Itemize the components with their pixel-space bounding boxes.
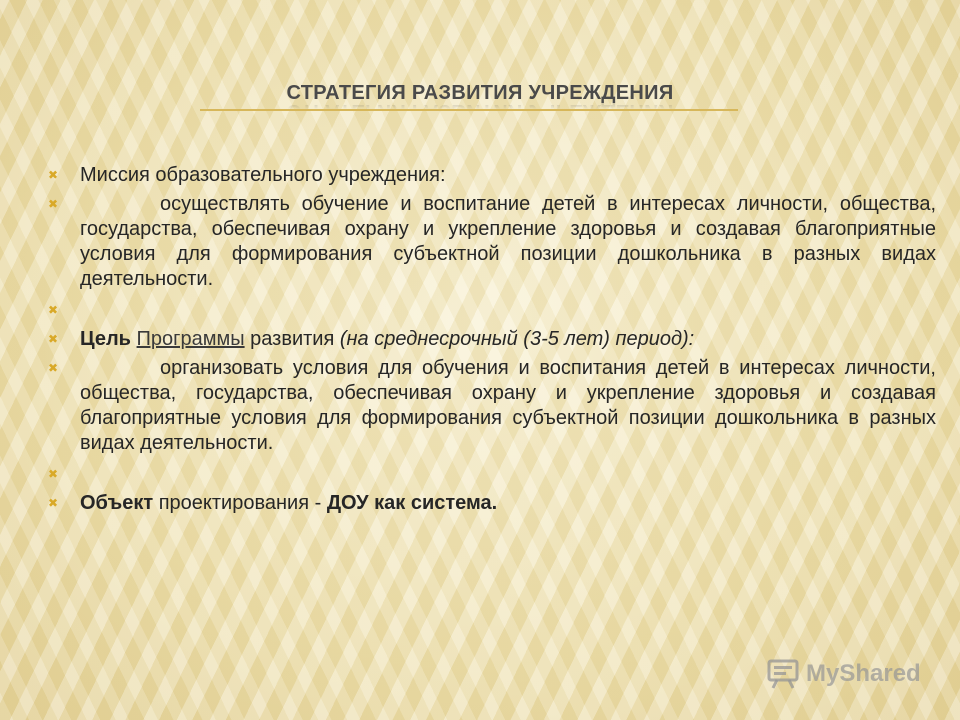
bullet-icon: ✖	[48, 303, 59, 317]
bullet-icon: ✖	[48, 197, 59, 211]
bullet-icon: ✖	[48, 361, 59, 375]
bullet-icon: ✖	[48, 332, 59, 346]
mission-text: осуществлять обучение и воспитание детей в интересах личности, общества, государства, обеспечивая охрану и укрепление здоровья и создавая благоприятные условия для формирования субъектной позиции дошкольника в разных видах деятельности.	[80, 193, 936, 290]
object-middle: проектирования -	[153, 492, 327, 514]
mission-heading: Миссия образовательного учреждения:	[80, 164, 446, 186]
goal-text: организовать условия для обучения и воспитания детей в интересах личности, общества, государства, обеспечивая охрану и укрепление здоровья и создавая благоприятные условия для формирования субъектной позиции дошкольника в разных видах деятельности.	[80, 357, 936, 454]
bullet-icon: ✖	[48, 467, 59, 481]
list-item-mission-text	[48, 192, 936, 292]
object-label: Объект	[80, 492, 154, 514]
bullet-icon: ✖	[48, 168, 59, 182]
goal-period: (на среднесрочный (3-5 лет) период):	[339, 328, 695, 350]
object-value: ДОУ как система.	[326, 492, 498, 514]
list-item-object	[48, 491, 936, 516]
bullet-icon: ✖	[48, 496, 59, 510]
presentation-board-icon	[766, 657, 800, 691]
list-item-empty	[48, 298, 936, 323]
goal-middle: развития	[244, 328, 340, 350]
watermark	[766, 656, 921, 692]
slide-title: СТРАТЕГИЯ РАЗВИТИЯ УЧРЕЖДЕНИЯ	[286, 82, 674, 104]
list-item-empty	[48, 462, 936, 487]
list-item-goal-text	[48, 356, 936, 456]
program-link[interactable]: Программы	[136, 328, 245, 350]
bullet-list	[48, 163, 936, 516]
goal-label: Цель	[80, 328, 131, 350]
title-area	[0, 68, 960, 114]
list-item-goal	[48, 327, 936, 352]
watermark-text: MyShared	[806, 660, 921, 687]
list-item-mission	[48, 163, 936, 188]
title-underline	[200, 109, 738, 111]
